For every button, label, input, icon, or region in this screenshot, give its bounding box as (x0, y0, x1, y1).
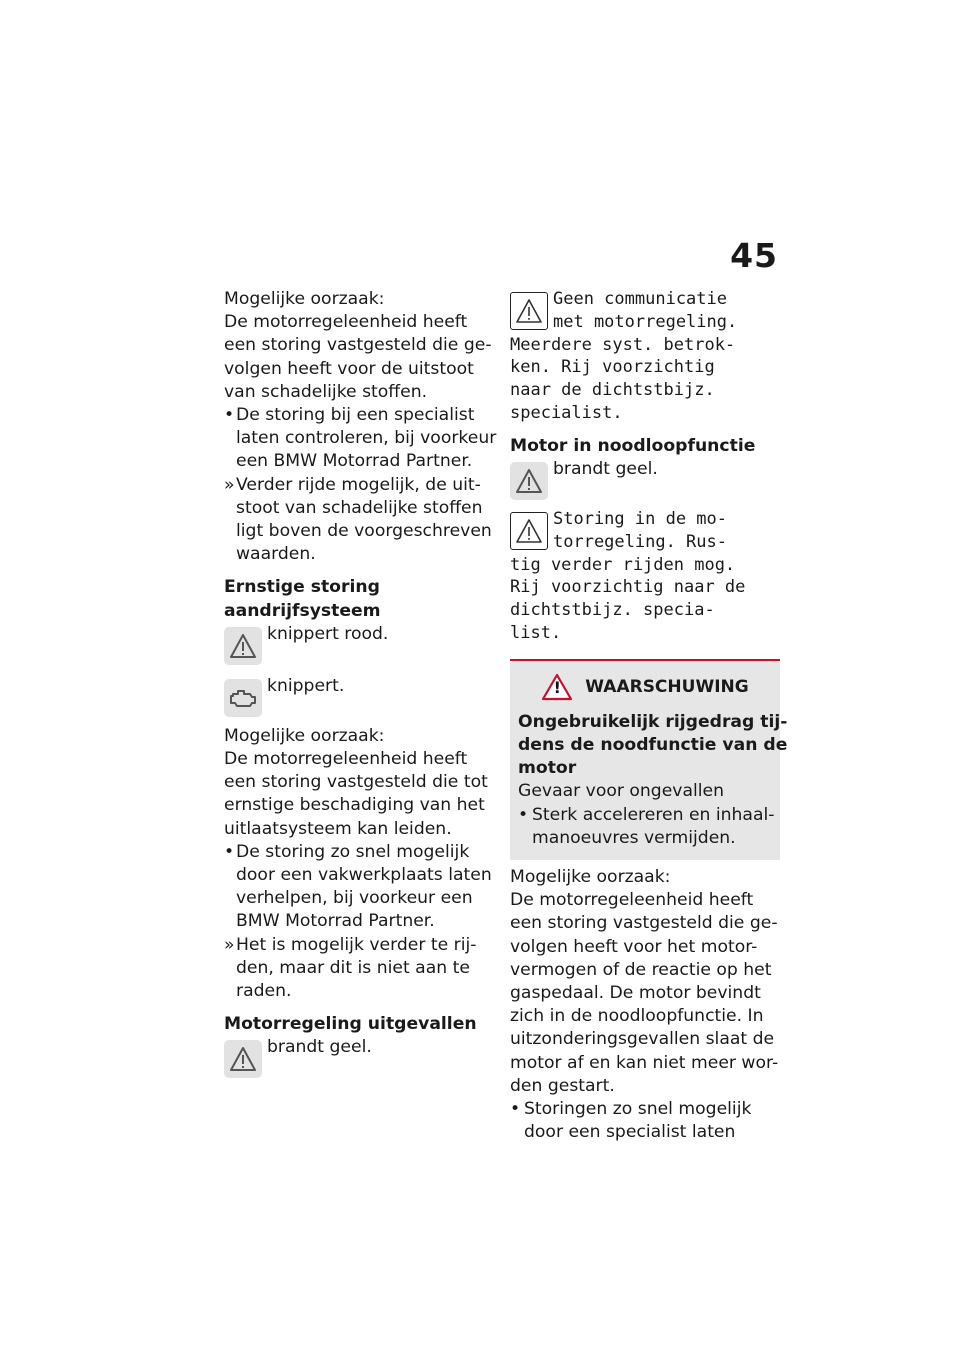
bullet-glyph: • (510, 1099, 521, 1120)
text-line: waarden. (236, 544, 316, 565)
indicator-row (510, 458, 780, 498)
indicator-row (224, 623, 490, 663)
text-line: manoeuvres vermijden. (532, 827, 736, 848)
text-line: ernstige beschadiging van het (224, 795, 485, 816)
display-message (510, 508, 780, 554)
result-item (224, 474, 490, 567)
text-line: een storing vastgesteld die tot (224, 772, 488, 793)
section-heading: Motor in noodloopfunctie (510, 435, 756, 456)
display-line: met motorregeling. (553, 311, 738, 332)
display-line: list. (510, 622, 562, 643)
text-line: volgen heeft voor de uitstoot (224, 358, 474, 379)
warning-box (510, 659, 788, 860)
text-line: gaspedaal. De motor bevindt (510, 983, 761, 1003)
warning-text: Gevaar voor ongevallen (518, 781, 725, 802)
text-line: volgen heeft voor het motor- (510, 936, 758, 957)
text-line: Storingen zo snel mogelijk (524, 1099, 752, 1120)
indicator-text: brandt geel. (267, 1037, 372, 1058)
display-line: ken. Rij voorzichtig (510, 357, 715, 378)
exclamation-glyph: ! (553, 677, 561, 697)
warning-triangle-icon (224, 627, 262, 665)
bullet-glyph: • (224, 405, 235, 426)
text-line: door een specialist laten (524, 1122, 736, 1143)
text-line: vermogen of de reactie op het (510, 959, 772, 980)
bullet-glyph: • (518, 804, 529, 825)
text-line: verhelpen, bij voorkeur een (236, 888, 473, 909)
display-line: Meerdere syst. betrok- (510, 334, 736, 355)
cause-text (224, 311, 490, 404)
text-line: een storing vastgesteld die ge- (224, 335, 492, 356)
action-bullet (224, 841, 490, 934)
warning-triangle-icon (510, 462, 548, 500)
indicator-row (224, 675, 490, 715)
display-line: Rij voorzichtig naar de (510, 577, 746, 598)
indicator-text: knippert. (267, 675, 345, 696)
display-line: specialist. (510, 402, 623, 423)
display-line: naar de dichtstbijz. (510, 380, 715, 401)
warning-bullet (518, 804, 775, 850)
warning-triangle-icon (541, 673, 573, 701)
text-line: laten controleren, bij voorkeur (236, 428, 497, 449)
text-line: door een vakwerkplaats laten (236, 865, 492, 886)
text-line: een storing vastgesteld die ge- (510, 913, 778, 934)
text-line: De motorregeleenheid heeft (510, 890, 754, 911)
text-line: van schadelijke stoffen. (224, 381, 428, 402)
indicator-row (224, 1036, 490, 1076)
result-item (224, 934, 490, 1004)
warning-heading-line: motor (518, 758, 577, 779)
text-line: een BMW Motorrad Partner. (236, 451, 473, 472)
text-line: De motorregeleenheid heeft (224, 312, 468, 333)
text-line: stoot van schadelijke stoffen (236, 497, 483, 518)
bullet-glyph: • (224, 841, 235, 862)
cause-label: Mogelijke oorzaak: (510, 866, 671, 887)
cause-label: Mogelijke oorzaak: (224, 289, 385, 309)
action-bullet (510, 1098, 780, 1144)
text-line: den, maar dit is niet aan te (236, 957, 470, 978)
engine-icon (224, 679, 262, 717)
warning-heading-line: dens de noodfunctie van de (518, 734, 788, 755)
section-heading: aandrijfsysteem (224, 600, 381, 621)
text-line: De motorregeleenheid heeft (224, 749, 468, 770)
text-line: motor af en kan niet meer wor- (510, 1052, 779, 1073)
action-bullet (224, 404, 497, 474)
display-line: dichtstbijz. specia- (510, 600, 715, 621)
text-line: Sterk accelereren en inhaal- (532, 804, 775, 825)
text-line: De storing bij een specialist (236, 405, 475, 426)
text-line: zich in de noodloopfunctie. In (510, 1006, 764, 1027)
text-line: uitzonderingsgevallen slaat de (510, 1029, 775, 1050)
text-line: BMW Motorrad Partner. (236, 911, 435, 932)
display-line: Geen communicatie (553, 289, 727, 309)
right-column (510, 288, 788, 1144)
display-line: tig verder rijden mog. (510, 554, 736, 575)
display-line: torregeling. Rus- (553, 531, 727, 552)
text-line: uitlaatsysteem kan leiden. (224, 818, 452, 839)
display-line: Storing in de mo- (553, 508, 727, 529)
warning-heading-line: Ongebruikelijk rijgedrag tij- (518, 711, 788, 732)
page-number: 45 (730, 236, 778, 275)
text-line: Het is mogelijk verder te rij- (236, 934, 477, 955)
result-glyph: » (224, 474, 235, 495)
warning-triangle-icon (224, 1040, 262, 1078)
warning-title-text: WAARSCHUWING (585, 676, 749, 697)
section-heading: Ernstige storing (224, 577, 380, 598)
text-line: De storing zo snel mogelijk (236, 841, 470, 862)
text-line: raden. (236, 981, 292, 1002)
result-glyph: » (224, 934, 235, 955)
text-line: den gestart. (510, 1075, 615, 1096)
cause-label: Mogelijke oorzaak: (224, 725, 385, 746)
display-message (510, 288, 780, 334)
text-line: ligt boven de voorgeschreven (236, 521, 492, 542)
text-line: Verder rijde mogelijk, de uit- (236, 474, 481, 495)
left-column (224, 288, 497, 1076)
indicator-text: brandt geel. (553, 458, 658, 479)
section-heading: Motorregeling uitgevallen (224, 1014, 477, 1035)
indicator-text: knippert rood. (267, 623, 389, 644)
warning-triangle-icon (510, 512, 548, 550)
warning-title (518, 673, 772, 701)
warning-triangle-icon (510, 292, 548, 330)
